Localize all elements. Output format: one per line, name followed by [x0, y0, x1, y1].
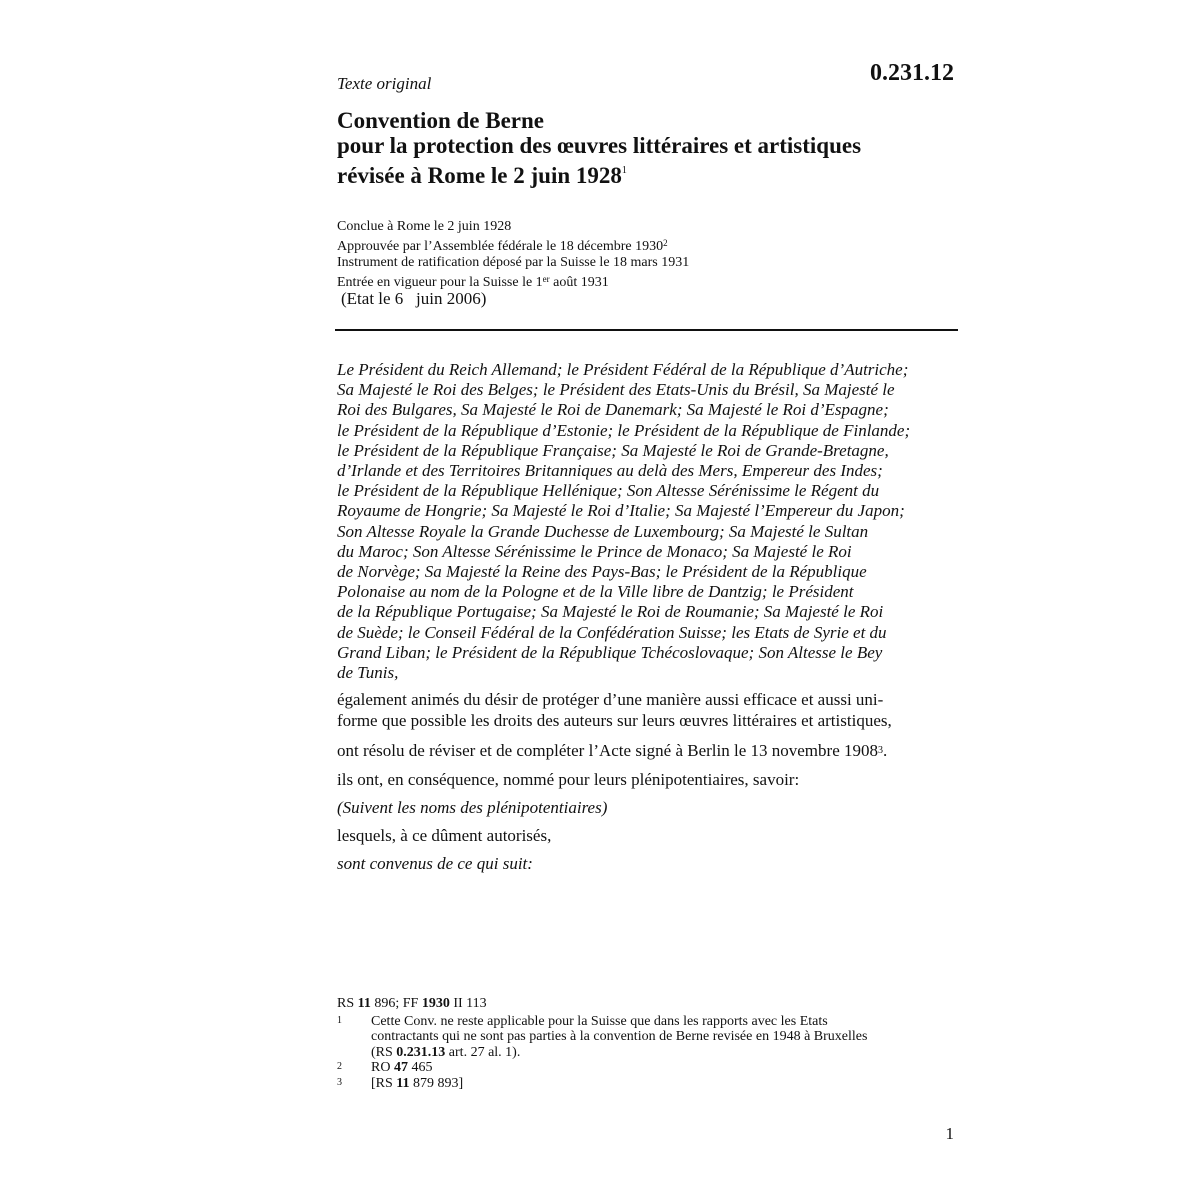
footnote-fragment: 465	[407, 1060, 433, 1075]
footnote-ref-3[interactable]: 3	[878, 745, 883, 756]
meta-approved	[337, 235, 689, 255]
footnote-number: 2	[337, 1061, 342, 1072]
footnote-line: contractants qui ne sont pas parties à la convention de Berne revisée en 1948 à Bruxelles	[371, 1029, 868, 1044]
preamble-line: de Tunis,	[337, 663, 399, 683]
preamble-line: d’Irlande et des Territoires Britanniques au delà des Mers, Empereur des Indes;	[337, 461, 883, 481]
footnote-line: Cette Conv. ne reste applicable pour la Suisse que dans les rapports avec les Etats	[371, 1013, 828, 1029]
title-line-3	[337, 158, 861, 188]
footnote-rs-link[interactable]: 0.231.13	[396, 1044, 446, 1060]
preamble-line: du Maroc; Son Altesse Sérénissime le Prince de Monaco; Sa Majesté le Roi	[337, 541, 852, 561]
title-footnote-ref[interactable]: 1	[621, 165, 627, 176]
source-reference	[337, 996, 962, 1012]
meta-ratification: Instrument de ratification déposé par la Suisse le 18 mars 1931	[337, 255, 690, 270]
paragraph-names-note: (Suivent les noms des plénipotentiaires)	[337, 798, 608, 817]
footnote-3	[337, 1076, 962, 1092]
footnote-number: 1	[337, 1014, 342, 1026]
preamble-line: Polonaise au nom de la Pologne et de la Ville libre de Dantzig; le Président	[337, 582, 854, 602]
preamble-line: de Norvège; Sa Majesté la Reine des Pays-Bas; le Président de la République	[337, 562, 867, 582]
meta-entry-into-force	[337, 271, 689, 291]
document-title	[337, 108, 861, 188]
preamble-line: le Président de la République Hellénique; Son Altesse Sérénissime le Régent du	[337, 481, 880, 501]
paragraph-agreed: sont convenus de ce qui suit:	[337, 854, 533, 873]
source-rs-volume: 11	[357, 996, 371, 1011]
meta-approved-text: Approuvée par l’Assemblée fédérale le 18 décembre 1930	[337, 239, 664, 254]
paragraph-text: ont résolu de réviser et de compléter l’Acte signé à Berlin le 13 novembre 1908	[337, 741, 878, 760]
sr-number: 0.231.12	[870, 60, 954, 86]
treaty-metadata	[337, 219, 689, 291]
source-ff-rest: II 113	[449, 996, 487, 1011]
paragraph-resolved	[337, 740, 962, 761]
footnotes	[337, 996, 962, 1091]
preamble-line: Le Président du Reich Allemand; le Président Fédéral de la République d’Autriche;	[337, 360, 909, 379]
paragraph-line: forme que possible les droits des auteurs sur leurs œuvres littéraires et artistiques,	[337, 711, 892, 730]
preamble-line: Son Altesse Royale la Grande Duchesse de Luxembourg; Sa Majesté le Sultan	[337, 521, 869, 541]
footnote-2	[337, 1060, 962, 1076]
title-line-1: Convention de Berne	[337, 108, 544, 133]
source-rs-page: 896; FF	[370, 996, 422, 1011]
paragraph-end: .	[883, 741, 888, 760]
preamble-parties	[337, 360, 962, 683]
meta-entry-suffix: août 1931	[549, 275, 609, 290]
preamble-line: Royaume de Hongrie; Sa Majesté le Roi d’Italie; Sa Majesté l’Empereur du Japon;	[337, 501, 905, 521]
page-number: 1	[945, 1124, 954, 1143]
approved-footnote-ref[interactable]: 2	[663, 238, 668, 248]
footnote-volume: 11	[396, 1075, 410, 1091]
paragraph-line: également animés du désir de protéger d’une manière aussi efficace et aussi uni-	[337, 690, 884, 709]
footnote-fragment: RO	[371, 1060, 394, 1075]
source-rs: RS	[337, 996, 358, 1011]
original-text-label: Texte original	[337, 74, 432, 93]
preamble-line: Roi des Bulgares, Sa Majesté le Roi de Danemark; Sa Majesté le Roi d’Espagne;	[337, 400, 889, 420]
meta-entry-prefix: Entrée en vigueur pour la Suisse le 1	[337, 275, 543, 290]
header-divider	[335, 329, 958, 331]
footnote-fragment: art. 27 al. 1).	[445, 1044, 521, 1060]
preamble-line: de Suède; le Conseil Fédéral de la Confédération Suisse; les Etats de Syrie et du	[337, 622, 887, 642]
footnote-volume: 47	[393, 1060, 408, 1075]
preamble-line: le Président de la République Française; Sa Majesté le Roi de Grande-Bretagne,	[337, 440, 889, 460]
preamble-line: Grand Liban; le Président de la République Tchécoslovaque; Son Altesse le Bey	[337, 642, 883, 662]
footnote-text	[371, 1060, 962, 1076]
footnote-text	[371, 1076, 962, 1092]
title-line-2: pour la protection des œuvres littéraires et artistiques	[337, 133, 862, 158]
footnote-number: 3	[337, 1076, 342, 1088]
footnote-fragment: 879 893]	[409, 1075, 464, 1091]
meta-entry-sup: er	[542, 274, 550, 284]
footnote-fragment: (RS	[371, 1044, 397, 1060]
preamble-line: de la République Portugaise; Sa Majesté le Roi de Roumanie; Sa Majesté le Roi	[337, 602, 884, 622]
preamble-line: Sa Majesté le Roi des Belges; le Président des Etats-Unis du Brésil, Sa Majesté le	[337, 380, 895, 400]
meta-concluded: Conclue à Rome le 2 juin 1928	[337, 219, 512, 234]
state-date: (Etat le 6 juin 2006)	[341, 289, 487, 308]
footnote-text	[371, 1014, 962, 1061]
footnote-1	[337, 1014, 962, 1061]
paragraph-authorized: lesquels, à ce dûment autorisés,	[337, 826, 552, 845]
paragraph-plenipotentiaries: ils ont, en conséquence, nommé pour leurs plénipotentiaires, savoir:	[337, 770, 800, 789]
footnote-line	[371, 1045, 962, 1061]
title-line-3-text: révisée à Rome le 2 juin 1928	[337, 163, 622, 188]
footnote-fragment: [RS	[371, 1075, 397, 1091]
preamble-line: le Président de la République d’Estonie; le Président de la République de Finlande;	[337, 420, 911, 440]
paragraph-animated	[337, 689, 962, 731]
source-ff-year: 1930	[421, 996, 450, 1011]
